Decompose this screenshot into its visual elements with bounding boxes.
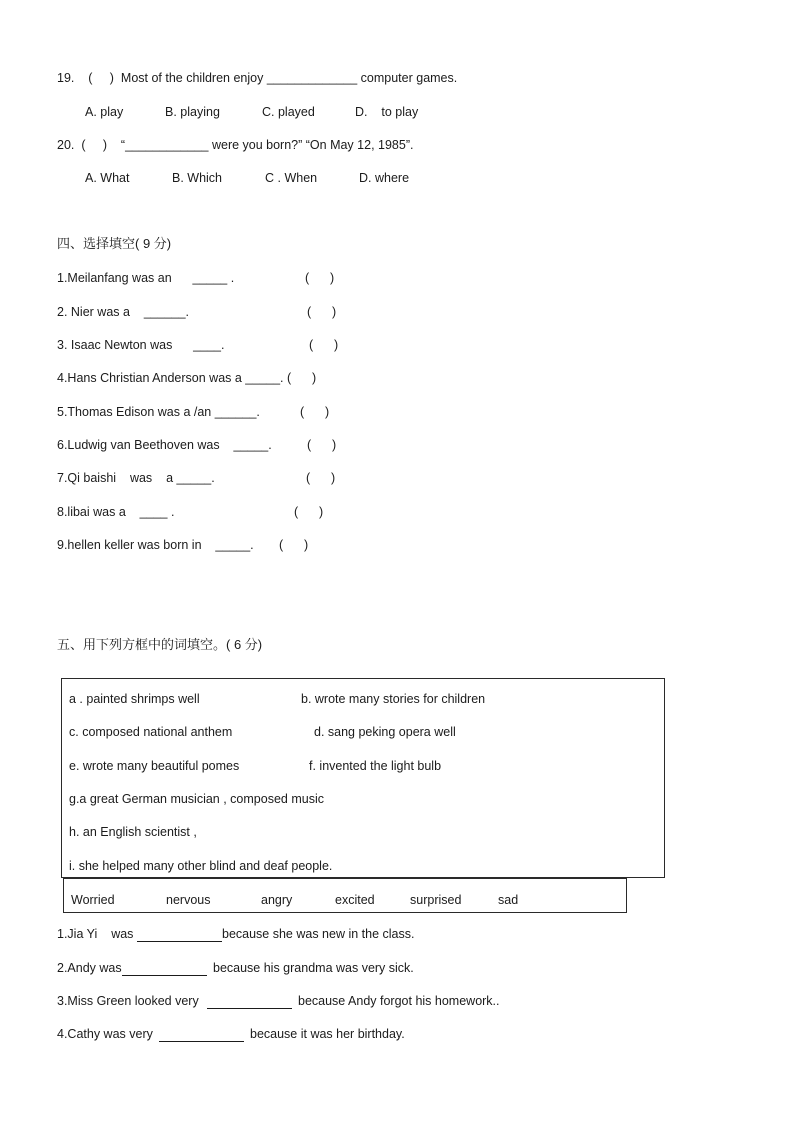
- question-19-option-d: D. to play: [355, 105, 419, 119]
- word-bank-word: sad: [498, 893, 519, 907]
- question-19-option-c: C. played: [262, 105, 315, 119]
- fill-item-suffix: because she was new in the class.: [222, 927, 415, 941]
- section-4-item-answer-paren: ( ): [279, 538, 309, 552]
- section-4-item-answer-paren: ( ): [305, 271, 335, 285]
- phrase-box-item: i. she helped many other blind and deaf people.: [69, 859, 333, 873]
- phrase-box-item: a . painted shrimps well: [69, 692, 200, 706]
- question-20-option-a: A. What: [85, 171, 130, 185]
- section-4-item-text: 3. Isaac Newton was ____.: [57, 338, 225, 352]
- section-4-item-answer-paren: ( ): [294, 505, 324, 519]
- phrase-box-item: h. an English scientist ,: [69, 825, 197, 839]
- phrase-box-item: g.a great German musician , composed music: [69, 792, 324, 806]
- fill-blank-line: [159, 1041, 244, 1042]
- fill-blank-line: [207, 1008, 292, 1009]
- question-20-option-c: C . When: [265, 171, 318, 185]
- section-5-heading: 五、用下列方框中的词填空。( 6 分): [57, 637, 263, 652]
- section-4-item-text: 8.libai was a ____ .: [57, 505, 175, 519]
- section-4-item-text: 2. Nier was a ______.: [57, 305, 190, 319]
- section-4-item-text: 7.Qi baishi was a _____.: [57, 471, 215, 485]
- word-bank-word: angry: [261, 893, 293, 907]
- section-4-item-answer-paren: ( ): [300, 405, 330, 419]
- section-4-item-answer-paren: ( ): [287, 371, 317, 385]
- question-20-option-d: D. where: [359, 171, 410, 185]
- fill-item-suffix: because his grandma was very sick.: [213, 961, 414, 975]
- question-19-stem: 19. ( ) Most of the children enjoy _____________ computer games.: [57, 71, 458, 85]
- phrase-box-item: e. wrote many beautiful pomes: [69, 759, 240, 773]
- section-4-item-answer-paren: ( ): [307, 438, 337, 452]
- section-4-item-text: 6.Ludwig van Beethoven was _____.: [57, 438, 272, 452]
- phrase-box-item: b. wrote many stories for children: [301, 692, 486, 706]
- fill-item-prefix: 3.Miss Green looked very: [57, 994, 199, 1008]
- word-bank-word: excited: [335, 893, 375, 907]
- phrase-box-item: f. invented the light bulb: [309, 759, 442, 773]
- section-4-heading: 四、选择填空( 9 分): [57, 236, 172, 251]
- section-4-item-answer-paren: ( ): [307, 305, 337, 319]
- section-4-item-text: 5.Thomas Edison was a /an ______.: [57, 405, 260, 419]
- section-4-item-text: 9.hellen keller was born in _____.: [57, 538, 254, 552]
- fill-blank-line: [122, 975, 207, 976]
- word-bank-word: nervous: [166, 893, 211, 907]
- fill-item-suffix: because it was her birthday.: [250, 1027, 405, 1041]
- section-4-item-answer-paren: ( ): [306, 471, 336, 485]
- question-20-stem: 20. ( ) “____________ were you born?” “On May 12, 1985”.: [57, 138, 414, 152]
- phrase-box-item: c. composed national anthem: [69, 725, 233, 739]
- word-bank-word: Worried: [71, 893, 115, 907]
- question-20-option-b: B. Which: [172, 171, 223, 185]
- fill-item-suffix: because Andy forgot his homework..: [298, 994, 500, 1008]
- fill-item-prefix: 1.Jia Yi was: [57, 927, 134, 941]
- fill-item-prefix: 2.Andy was: [57, 961, 122, 975]
- phrase-box: [61, 678, 665, 878]
- section-4-item-text: 1.Meilanfang was an _____ .: [57, 271, 235, 285]
- question-19-option-a: A. play: [85, 105, 124, 119]
- section-4-item-text: 4.Hans Christian Anderson was a _____.: [57, 371, 284, 385]
- question-19-option-b: B. playing: [165, 105, 220, 119]
- phrase-box-item: d. sang peking opera well: [314, 725, 456, 739]
- word-bank-word: surprised: [410, 893, 462, 907]
- fill-blank-line: [137, 941, 222, 942]
- section-4-item-answer-paren: ( ): [309, 338, 339, 352]
- fill-item-prefix: 4.Cathy was very: [57, 1027, 153, 1041]
